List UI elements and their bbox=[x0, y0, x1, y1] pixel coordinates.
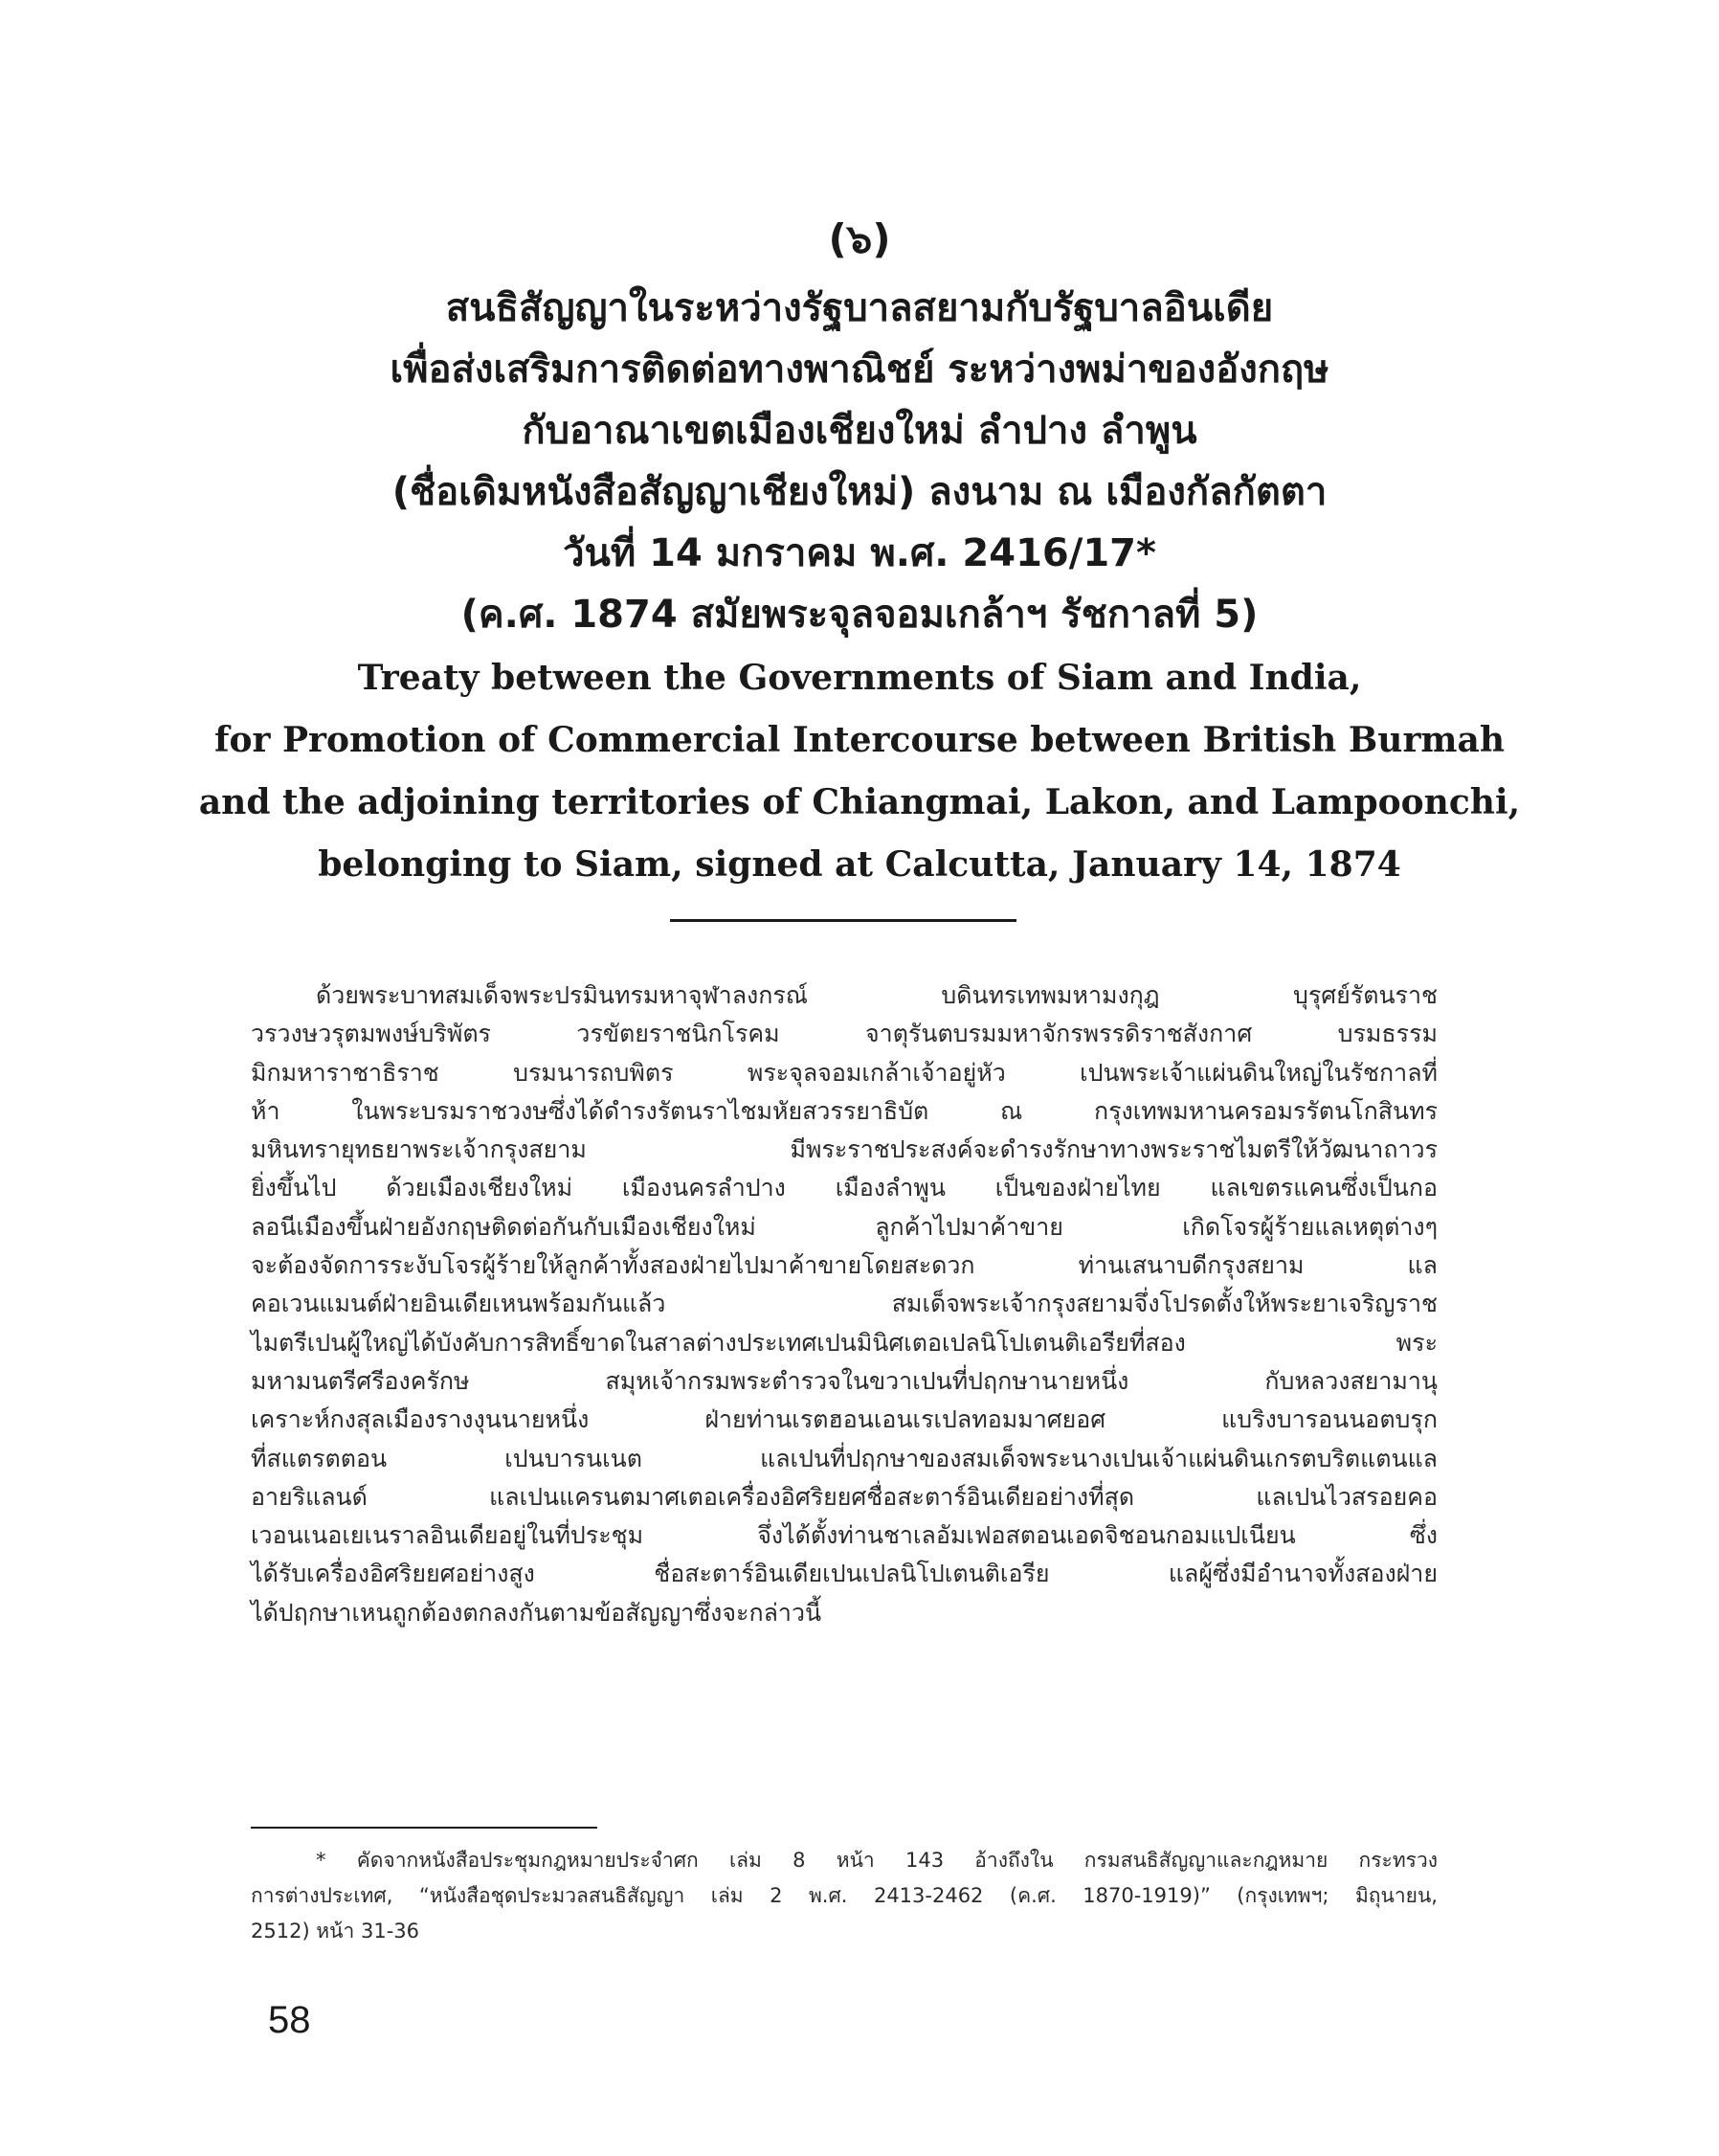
thai-title-line: (ค.ศ. 1874 สมัยพระจุลจอมเกล้าฯ รัชกาลที่ 5) bbox=[460, 593, 1259, 637]
body-line: เคราะห์กงสุลเมืองรางงุนนายหนึ่ง ฝ่ายท่านเรตฮอนเอนเรเปลทอมมาศยอศ แบริงบารอนนอตบรุก bbox=[251, 1405, 1438, 1434]
title-divider bbox=[670, 919, 1016, 922]
english-title-line: Treaty between the Governments of Siam and India, bbox=[357, 658, 1362, 698]
footnote bbox=[251, 1843, 1438, 1949]
thai-title-line: สนธิสัญญาในระหว่างรัฐบาลสยามกับรัฐบาลอินเดีย bbox=[445, 286, 1274, 330]
thai-title bbox=[191, 278, 1528, 645]
body-line: มหามนตรีศรีองครักษ สมุหเจ้ากรมพระตำรวจในขวาเปนที่ปฤกษานายหนึ่ง กับหลวงสยามานุ bbox=[251, 1366, 1438, 1395]
thai-title-line: เพื่อส่งเสริมการติดต่อทางพาณิชย์ ระหว่างพม่าของอังกฤษ bbox=[390, 348, 1329, 392]
body-line: ได้รับเครื่องอิศริยยศอย่างสูง ชื่อสะตาร์อินเดียเปนเปลนิโปเตนติเอรีย แลผู้ซึ่งมีอำนาจทั้งสองฝ่าย bbox=[251, 1560, 1438, 1588]
english-title-line: and the adjoining territories of Chiangmai, Lakon, and Lampoonchi, bbox=[198, 782, 1521, 822]
page-number: 58 bbox=[268, 1999, 311, 2041]
english-title-line: for Promotion of Commercial Intercourse between British Burmah bbox=[213, 720, 1506, 760]
thai-title-line: วันที่ 14 มกราคม พ.ศ. 2416/17* bbox=[563, 531, 1156, 575]
body-line: มิกมหาราชาธิราช บรมนารถบพิตร พระจุลจอมเกล้าเจ้าอยู่หัว เปนพระเจ้าแผ่นดินใหญ่ในรัชกาลที่ bbox=[251, 1058, 1438, 1087]
body-line: มหินทรายุทธยาพระเจ้ากรุงสยาม มีพระราชประสงค์จะดำรงรักษาทางพระราชไมตรีให้วัฒนาถาวร bbox=[251, 1135, 1438, 1164]
body-line: ด้วยพระบาทสมเด็จพระปรมินทรมหาจุฬาลงกรณ์ บดินทรเทพมหามงกุฎ บุรุศย์รัตนราช bbox=[316, 981, 1438, 1009]
body-line: จะต้องจัดการระงับโจรผู้ร้ายให้ลูกค้าทั้งสองฝ่ายไปมาค้าขายโดยสะดวก ท่านเสนาบดีกรุงสยาม แล bbox=[251, 1251, 1438, 1280]
english-title bbox=[191, 647, 1528, 896]
body-line: วรวงษวรุตมพงษ์บริพัตร วรขัตยราชนิกโรคม จาตุรันตบรมมหาจักรพรรดิราชสังกาศ บรมธรรม bbox=[251, 1020, 1438, 1048]
footnote-line: การต่างประเทศ, “หนังสือชุดประมวลสนธิสัญญา เล่ม 2 พ.ศ. 2413-2462 (ค.ศ. 1870-1919)” (กรุงเทพฯ; มิถุนายน, bbox=[251, 1884, 1438, 1907]
body-line: คอเวนแมนต์ฝ่ายอินเดียเหนพร้อมกันแล้ว สมเด็จพระเจ้ากรุงสยามจึ่งโปรดตั้งให้พระยาเจริญราช bbox=[251, 1290, 1438, 1318]
footnote-line: * คัดจากหนังสือประชุมกฎหมายประจำศก เล่ม 8 หน้า 143 อ้างถึงใน กรมสนธิสัญญาและกฎหมาย กระทรวง bbox=[316, 1849, 1438, 1872]
body-line: ไมตรีเปนผู้ใหญ่ได้บังคับการสิทธิ์ขาดในสาลต่างประเทศเปนมินิศเตอเปลนิโปเตนติเอรียที่สอง พระ bbox=[251, 1328, 1438, 1357]
thai-title-line: กับอาณาเขตเมืองเชียงใหม่ ลำปาง ลำพูน bbox=[522, 409, 1197, 453]
body-line: อายริแลนด์ แลเปนแครนตมาศเตอเครื่องอิศริยยศชื่อสะตาร์อินเดียอย่างที่สุด แลเปนไวสรอยคอ bbox=[251, 1482, 1438, 1511]
body-line: ได้ปฤกษาเหนถูกต้องตกลงกันตามข้อสัญญาซึ่งจะกล่าวนี้ bbox=[251, 1598, 822, 1627]
body-line: ที่สแตรตตอน เปนบารนเนต แลเปนที่ปฤกษาของสมเด็จพระนางเปนเจ้าแผ่นดินเกรตบริตแตนแล bbox=[251, 1444, 1438, 1472]
body-line: เวอนเนอเยเนราลอินเดียอยู่ในที่ประชุม จึ่งได้ตั้งท่านชาเลอัมเฟอสตอนเอดจิชอนกอมแปเนียน ซึ่ง bbox=[251, 1521, 1438, 1550]
english-title-line: belonging to Siam, signed at Calcutta, January 14, 1874 bbox=[318, 844, 1401, 885]
body-line: ลอนีเมืองขึ้นฝ่ายอังกฤษติดต่อกันกับเมืองเชียงใหม่ ลูกค้าไปมาค้าขาย เกิดโจรผู้ร้ายแลเหตุต่างๆ bbox=[251, 1212, 1438, 1241]
footnote-line: 2512) หน้า 31-36 bbox=[251, 1920, 419, 1943]
thai-title-line: (ชื่อเดิมหนังสือสัญญาเชียงใหม่) ลงนาม ณ เมืองกัลกัตตา bbox=[391, 470, 1328, 514]
body-paragraph bbox=[251, 977, 1438, 1632]
section-number: (๖) bbox=[828, 215, 891, 262]
footnote-divider bbox=[251, 1827, 597, 1829]
body-line: ยิ่งขึ้นไป ด้วยเมืองเชียงใหม่ เมืองนครลำปาง เมืองลำพูน เป็นของฝ่ายไทย แลเขตรแคนซึ่งเป็นกอ bbox=[251, 1174, 1438, 1202]
body-line: ห้า ในพระบรมราชวงษซึ่งได้ดำรงรัตนราไชมหัยสวรรยาธิบัต ณ กรุงเทพมหานครอมรรัตนโกสินทร bbox=[251, 1096, 1438, 1125]
